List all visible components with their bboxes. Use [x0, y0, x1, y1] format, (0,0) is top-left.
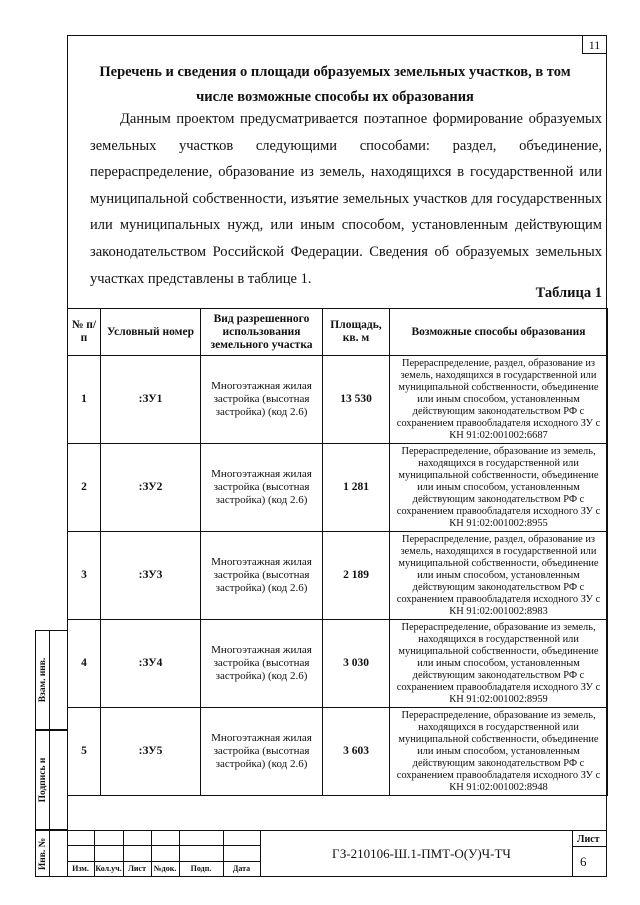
sheet-label: Лист — [577, 834, 600, 845]
sheet-number: 6 — [580, 854, 587, 869]
col-header-area: Площадь, кв. м — [323, 309, 390, 356]
document-code: ГЗ-210106-Ш.1-ПМТ-О(У)Ч-ТЧ — [332, 846, 511, 861]
cell-use: Многоэтажная жилая застройка (высотная застройка) (код 2.6) — [201, 708, 323, 796]
stamp-col-count: Кол.уч. — [95, 864, 122, 873]
side-label: Подпись и — [37, 757, 48, 803]
cell-id: :ЗУ5 — [101, 708, 201, 796]
paragraph-text: Данным проектом предусматривается поэтапное формирование образуемых земельных участков следующими способами: раздел, объединение, перераспределение, образование из земель, находящихся в государственной или муниципальной собственности, изъятие земельных участков для государственных или муниципальных нужд, или иным способом, установленным действующим законодательством Российской Федерации. Сведения об образуемых земельных участках представлены в таблице 1. — [90, 111, 602, 287]
cell-use: Многоэтажная жилая застройка (высотная застройка) (код 2.6) — [201, 444, 323, 532]
cell-ways: Перераспределение, раздел, образование из земель, находящихся в государственной или муниципальной собственности, объединение или иным способом, установленным действующим законодательством РФ с сохранением правообладателя исходного ЗУ с КН 91:02:001002:6687 — [390, 356, 608, 444]
stamp-col-docno: №док. — [153, 864, 177, 873]
col-header-number: № п/п — [68, 309, 101, 356]
stamp-col-change: Изм. — [72, 864, 89, 873]
land-plots-table — [67, 308, 608, 796]
title-block — [67, 830, 607, 877]
col-header-use: Вид разрешенного использования земельного участка — [201, 309, 323, 356]
side-label: Взам. инв. — [37, 657, 48, 703]
cell-area: 3 030 — [323, 620, 390, 708]
cell-id: :ЗУ4 — [101, 620, 201, 708]
side-field-replacement — [35, 630, 67, 730]
stamp-col-signature: Подп. — [190, 864, 212, 873]
col-header-ways: Возможные способы образования — [390, 309, 608, 356]
title-line-2: числе возможные способы их образования — [196, 89, 474, 105]
cell-number: 3 — [68, 532, 101, 620]
cell-id: :ЗУ2 — [101, 444, 201, 532]
side-label: Инв. № — [37, 837, 48, 870]
cell-number: 5 — [68, 708, 101, 796]
side-field-signature — [35, 730, 67, 830]
cell-id: :ЗУ1 — [101, 356, 201, 444]
cell-number: 1 — [68, 356, 101, 444]
title-line-1: Перечень и сведения о площади образуемых земельных участков, в том — [99, 64, 571, 80]
cell-area: 2 189 — [323, 532, 390, 620]
stamp-top-line — [67, 830, 607, 831]
cell-area: 13 530 — [323, 356, 390, 444]
cell-ways: Перераспределение, раздел, образование из земель, находящихся в государственной или муниципальной собственности, объединение или иным способом, установленным действующим законодательством РФ с сохранением правообладателя исходного ЗУ с КН 91:02:001002:8983 — [390, 532, 608, 620]
table-row — [68, 356, 608, 444]
table-row — [68, 444, 608, 532]
cell-use: Многоэтажная жилая застройка (высотная застройка) (код 2.6) — [201, 532, 323, 620]
col-header-id: Условный номер — [101, 309, 201, 356]
side-field-inventory — [35, 830, 67, 877]
stamp-col-date: Дата — [232, 864, 251, 873]
cell-ways: Перераспределение, образование из земель, находящихся в государственной или муниципальной собственности, объединение или иным способом, установленным действующим законодательством РФ с сохранением правообладателя исходного ЗУ с КН 91:02:001002:8948 — [390, 708, 608, 796]
cell-use: Многоэтажная жилая застройка (высотная застройка) (код 2.6) — [201, 620, 323, 708]
table-caption: Таблица 1 — [535, 285, 602, 301]
cell-id: :ЗУ3 — [101, 532, 201, 620]
stamp-col-sheet: Лист — [127, 864, 147, 873]
cell-use: Многоэтажная жилая застройка (высотная застройка) (код 2.6) — [201, 356, 323, 444]
cell-number: 4 — [68, 620, 101, 708]
stamp-row-line — [67, 845, 260, 846]
page-number: 11 — [582, 36, 606, 54]
table-row — [68, 620, 608, 708]
intro-paragraph — [90, 106, 602, 292]
cell-ways: Перераспределение, образование из земель, находящихся в государственной или муниципальной собственности, объединение или иным способом, установленным действующим законодательством РФ с сохранением правообладателя исходного ЗУ с КН 91:02:001002:8955 — [390, 444, 608, 532]
table-row — [68, 532, 608, 620]
cell-number: 2 — [68, 444, 101, 532]
document-title — [75, 60, 595, 110]
cell-area: 3 603 — [323, 708, 390, 796]
cell-area: 1 281 — [323, 444, 390, 532]
table-row — [68, 708, 608, 796]
stamp-row-line — [67, 861, 260, 862]
stamp-divider — [260, 830, 261, 877]
table-header-row — [68, 309, 608, 356]
cell-ways: Перераспределение, образование из земель, находящихся в государственной или муниципальной собственности, объединение или иным способом, установленным действующим законодательством РФ с сохранением правообладателя исходного ЗУ с КН 91:02:001002:8959 — [390, 620, 608, 708]
